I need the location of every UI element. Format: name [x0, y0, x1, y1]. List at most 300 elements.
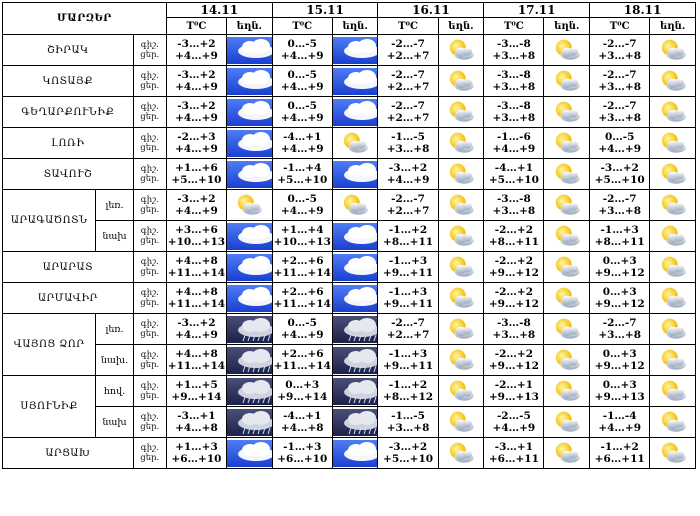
temperature-cell [166, 159, 226, 190]
sun-cloud-icon [650, 284, 695, 312]
temperature-cell [378, 314, 438, 345]
forecast-row [3, 438, 696, 469]
night-temperature: -3…-8 [496, 193, 531, 205]
forecast-row [3, 314, 696, 345]
night-temperature: -3…-8 [496, 100, 531, 112]
night-label: գիշ. [140, 381, 159, 391]
day-temperature: +9…+13 [488, 391, 539, 403]
rain-cloud-icon [333, 316, 378, 343]
night-temperature: -1…+2 [388, 379, 428, 391]
night-temperature: -3…-8 [496, 317, 531, 329]
night-temperature: 0…+3 [602, 286, 637, 298]
sun-cloud-icon [439, 129, 484, 157]
sun-cloud-icon [544, 408, 589, 436]
temperature-cell [484, 345, 544, 376]
night-label: գիշ. [140, 412, 159, 422]
night-temperature: -1…+2 [388, 224, 428, 236]
night-label: գիշ. [140, 71, 159, 81]
temperature-cell [484, 97, 544, 128]
weather-column-header: եղն. [438, 18, 484, 35]
night-label: գիշ. [140, 102, 159, 112]
night-temperature: 0…-5 [287, 38, 317, 50]
day-temperature: +9…+14 [171, 391, 222, 403]
night-temperature: -3…+2 [600, 162, 639, 174]
day-temperature: +3…+8 [598, 81, 642, 93]
sun-cloud-icon [544, 67, 589, 95]
sun-cloud-icon [439, 98, 484, 126]
sun-cloud-icon [650, 36, 695, 64]
night-temperature: -1…-5 [391, 410, 425, 422]
day-temperature: +9…+12 [594, 360, 645, 372]
zone-label: հով. [96, 376, 133, 407]
region-name: ԱՐԱՐԱՏ [3, 252, 134, 283]
day-temperature: +4…+9 [175, 329, 218, 341]
temperature-cell [590, 190, 650, 221]
night-temperature: -3…+1 [177, 410, 216, 422]
weather-cell [438, 221, 484, 252]
night-temperature: -2…+3 [177, 131, 216, 143]
sun-cloud-icon [650, 253, 695, 281]
forecast-row [3, 407, 696, 438]
day-temperature: +11…+14 [167, 360, 226, 372]
day-temperature: +4…+9 [175, 143, 218, 155]
weather-cell [332, 221, 378, 252]
temperature-cell [378, 438, 438, 469]
temperature-cell [272, 407, 332, 438]
cloud-icon [333, 161, 378, 188]
night-temperature: -1…+3 [388, 255, 428, 267]
night-day-label [133, 159, 166, 190]
night-temperature: +1…+4 [280, 224, 324, 236]
weather-cell [438, 97, 484, 128]
sun-cloud-icon [544, 284, 589, 312]
day-temperature: +3…+8 [492, 205, 536, 217]
forecast-row [3, 159, 696, 190]
rain-cloud-icon [333, 378, 378, 405]
day-temperature: +4…+8 [175, 422, 218, 434]
sun-cloud-icon [544, 98, 589, 126]
temperature-cell [590, 345, 650, 376]
weather-cell [227, 283, 273, 314]
sun-cloud-icon [439, 222, 484, 250]
weather-column-header: եղն. [227, 18, 273, 35]
weather-cell [332, 35, 378, 66]
day-temperature: +6…+11 [488, 453, 539, 465]
temperature-cell [484, 376, 544, 407]
sun-cloud-icon [439, 315, 484, 343]
rain-cloud-icon [227, 378, 272, 405]
night-temperature: 0…+3 [285, 379, 320, 391]
day-label: ցեր. [140, 236, 160, 246]
temperature-cell [272, 345, 332, 376]
temperature-cell [378, 221, 438, 252]
cloud-icon [227, 223, 272, 250]
temperature-cell [272, 314, 332, 345]
day-temperature: +4…+9 [492, 143, 536, 155]
weather-cell [438, 159, 484, 190]
sun-cloud-icon [227, 191, 272, 219]
weather-cell [332, 159, 378, 190]
night-day-label [133, 66, 166, 97]
temperature-cell [378, 283, 438, 314]
weather-cell [544, 252, 590, 283]
day-temperature: +4…+9 [598, 143, 642, 155]
temperature-cell [378, 252, 438, 283]
temperature-cell [166, 252, 226, 283]
temperature-cell [590, 407, 650, 438]
day-temperature: +11…+14 [273, 267, 331, 279]
temperature-cell [272, 66, 332, 97]
temperature-cell [272, 438, 332, 469]
sun-cloud-icon [544, 346, 589, 374]
region-name: ԳԵՂԱՐՔՈՒՆԻՔ [3, 97, 134, 128]
weather-cell [227, 438, 273, 469]
night-temperature: -2…-7 [391, 100, 425, 112]
sun-cloud-icon [333, 129, 378, 157]
rain-cloud-icon [333, 409, 378, 436]
night-temperature: -3…+2 [177, 69, 216, 81]
region-name: ԼՈՌԻ [3, 128, 134, 159]
region-name: ՍՅՈՒՆԻՔ [3, 376, 96, 438]
night-label: գիշ. [140, 133, 159, 143]
temperature-column-header: T⁰C [484, 18, 544, 35]
forecast-row [3, 221, 696, 252]
night-temperature: +4…+8 [175, 255, 218, 267]
weather-cell [544, 283, 590, 314]
temperature-cell [484, 221, 544, 252]
night-temperature: -1…-6 [496, 131, 531, 143]
temperature-cell [378, 345, 438, 376]
day-temperature: +2…+7 [386, 112, 430, 124]
weather-cell [227, 376, 273, 407]
night-temperature: -3…+2 [388, 162, 428, 174]
day-temperature: +3…+8 [492, 50, 536, 62]
weather-cell [332, 252, 378, 283]
sun-cloud-icon [650, 222, 695, 250]
forecast-row [3, 190, 696, 221]
sun-cloud-icon [333, 191, 378, 219]
day-label: ցեր. [140, 81, 160, 91]
night-temperature: +1…+5 [175, 379, 218, 391]
night-label: գիշ. [140, 164, 159, 174]
temperature-cell [378, 97, 438, 128]
temperature-cell [590, 66, 650, 97]
sun-cloud-icon [650, 160, 695, 188]
day-temperature: +6…+11 [594, 453, 645, 465]
day-label: ցեր. [140, 205, 160, 215]
night-temperature: -3…-8 [496, 38, 531, 50]
weather-cell [650, 345, 696, 376]
sun-cloud-icon [439, 36, 484, 64]
cloud-icon [333, 440, 378, 467]
sun-cloud-icon [544, 36, 589, 64]
weather-cell [438, 66, 484, 97]
date-header: 15.11 [272, 3, 378, 18]
temperature-cell [590, 438, 650, 469]
day-label: ցեր. [140, 298, 160, 308]
day-temperature: +10…+13 [167, 236, 226, 248]
region-name: ԱՐԱԳԱԾՈՏՆ [3, 190, 96, 252]
day-temperature: +4…+9 [175, 112, 218, 124]
temperature-cell [378, 128, 438, 159]
temperature-cell [272, 283, 332, 314]
temperature-cell [590, 252, 650, 283]
temperature-cell [272, 252, 332, 283]
night-temperature: -2…-7 [602, 317, 637, 329]
sun-cloud-icon [439, 253, 484, 281]
weather-cell [650, 376, 696, 407]
zone-label: լեռ. [96, 314, 133, 345]
forecast-row [3, 97, 696, 128]
night-temperature: +1…+3 [175, 441, 218, 453]
night-temperature: 0…+3 [602, 255, 637, 267]
weather-column-header: եղն. [332, 18, 378, 35]
weather-cell [544, 345, 590, 376]
day-temperature: +4…+9 [386, 174, 430, 186]
day-temperature: +4…+9 [280, 143, 324, 155]
temperature-cell [590, 314, 650, 345]
night-temperature: -2…+2 [494, 224, 534, 236]
temperature-cell [590, 97, 650, 128]
temperature-column-header: T⁰C [378, 18, 438, 35]
night-temperature: -1…+3 [388, 286, 428, 298]
night-temperature: -2…+2 [494, 255, 534, 267]
day-temperature: +3…+8 [598, 205, 642, 217]
day-temperature: +3…+8 [492, 112, 536, 124]
day-temperature: +4…+9 [175, 205, 218, 217]
sun-cloud-icon [544, 129, 589, 157]
night-label: գիշ. [140, 257, 159, 267]
forecast-row [3, 283, 696, 314]
weather-cell [227, 314, 273, 345]
weather-cell [650, 66, 696, 97]
night-temperature: -1…+3 [283, 441, 322, 453]
day-temperature: +2…+7 [386, 205, 430, 217]
sun-cloud-icon [650, 98, 695, 126]
night-temperature: 0…+3 [602, 348, 637, 360]
sun-cloud-icon [439, 67, 484, 95]
night-temperature: -3…+2 [177, 193, 216, 205]
cloud-icon [333, 285, 378, 312]
region-name: ՏԱՎՈՒՇ [3, 159, 134, 190]
weather-cell [650, 128, 696, 159]
night-temperature: -1…-4 [602, 410, 637, 422]
night-temperature: -2…-5 [496, 410, 531, 422]
sun-cloud-icon [650, 346, 695, 374]
temperature-cell [272, 97, 332, 128]
night-temperature: -2…+1 [494, 379, 534, 391]
night-temperature: -2…-7 [391, 193, 425, 205]
date-header: 16.11 [378, 3, 484, 18]
sun-cloud-icon [650, 191, 695, 219]
night-day-label [133, 252, 166, 283]
day-temperature: +2…+7 [386, 329, 430, 341]
day-temperature: +9…+12 [488, 360, 539, 372]
zone-label: լեռ. [96, 190, 133, 221]
day-temperature: +5…+10 [594, 174, 645, 186]
day-temperature: +4…+9 [280, 112, 324, 124]
cloud-icon [227, 161, 272, 188]
zone-label: նախ [96, 407, 133, 438]
night-day-label [133, 221, 166, 252]
weather-column-header: եղն. [544, 18, 590, 35]
forecast-row [3, 376, 696, 407]
cloud-icon [333, 254, 378, 281]
cloud-icon [333, 37, 378, 64]
weather-cell [332, 314, 378, 345]
weather-cell [438, 438, 484, 469]
day-temperature: +4…+9 [598, 422, 642, 434]
night-day-label [133, 438, 166, 469]
region-name: ԱՐՑԱԽ [3, 438, 134, 469]
region-name: ՎԱՅՈՑ ՁՈՐ [3, 314, 96, 376]
weather-cell [332, 97, 378, 128]
weather-cell [227, 159, 273, 190]
day-label: ցեր. [140, 112, 160, 122]
night-day-label [133, 314, 166, 345]
sun-cloud-icon [650, 439, 695, 467]
sun-cloud-icon [650, 129, 695, 157]
night-temperature: -2…-7 [391, 317, 425, 329]
sun-cloud-icon [544, 253, 589, 281]
day-temperature: +8…+11 [383, 236, 434, 248]
temperature-cell [166, 97, 226, 128]
weather-cell [332, 376, 378, 407]
cloud-icon [227, 440, 272, 467]
night-day-label [133, 376, 166, 407]
night-temperature: +2…+6 [280, 286, 324, 298]
temperature-cell [590, 128, 650, 159]
weather-cell [650, 407, 696, 438]
temperature-cell [166, 66, 226, 97]
cloud-icon [227, 254, 272, 281]
night-temperature: -2…-7 [602, 38, 637, 50]
night-temperature: 0…-5 [287, 317, 317, 329]
night-temperature: 0…-5 [287, 193, 317, 205]
day-temperature: +4…+9 [280, 81, 324, 93]
night-temperature: +3…+6 [175, 224, 218, 236]
night-label: գիշ. [140, 350, 159, 360]
night-temperature: -1…+3 [388, 348, 428, 360]
day-temperature: +4…+9 [280, 329, 324, 341]
sun-cloud-icon [439, 160, 484, 188]
weather-cell [332, 128, 378, 159]
night-temperature: +2…+6 [280, 348, 324, 360]
day-temperature: +9…+12 [594, 298, 645, 310]
weather-cell [650, 438, 696, 469]
day-temperature: +11…+14 [167, 298, 226, 310]
region-name: ԱՐՄԱՎԻՐ [3, 283, 134, 314]
night-temperature: -2…-7 [602, 69, 637, 81]
sun-cloud-icon [439, 439, 484, 467]
day-temperature: +5…+10 [488, 174, 539, 186]
day-temperature: +4…+9 [175, 81, 218, 93]
day-temperature: +9…+11 [383, 298, 434, 310]
temperature-cell [484, 35, 544, 66]
sun-cloud-icon [439, 284, 484, 312]
night-temperature: +4…+8 [175, 348, 218, 360]
day-temperature: +3…+8 [492, 81, 536, 93]
temperature-cell [166, 35, 226, 66]
weather-cell [332, 345, 378, 376]
weather-cell [227, 66, 273, 97]
night-temperature: -4…+1 [283, 410, 322, 422]
day-label: ցեր. [140, 143, 160, 153]
sun-cloud-icon [544, 222, 589, 250]
weather-cell [544, 314, 590, 345]
weather-cell [227, 97, 273, 128]
night-day-label [133, 345, 166, 376]
weather-cell [332, 190, 378, 221]
day-temperature: +8…+11 [488, 236, 539, 248]
day-temperature: +6…+10 [171, 453, 222, 465]
night-day-label [133, 190, 166, 221]
weather-cell [438, 314, 484, 345]
day-label: ցեր. [140, 267, 160, 277]
temperature-cell [378, 190, 438, 221]
day-temperature: +4…+9 [280, 50, 324, 62]
day-temperature: +11…+14 [273, 360, 331, 372]
night-temperature: +1…+6 [175, 162, 218, 174]
sun-cloud-icon [439, 408, 484, 436]
temperature-column-header: T⁰C [166, 18, 226, 35]
weather-cell [544, 190, 590, 221]
temperature-cell [166, 128, 226, 159]
sun-cloud-icon [544, 191, 589, 219]
rain-cloud-icon [227, 316, 272, 343]
cloud-icon [227, 285, 272, 312]
weather-cell [332, 66, 378, 97]
day-label: ցեր. [140, 391, 160, 401]
temperature-column-header: T⁰C [590, 18, 650, 35]
temperature-cell [590, 35, 650, 66]
weather-cell [227, 407, 273, 438]
weather-cell [650, 314, 696, 345]
day-temperature: +9…+11 [383, 267, 434, 279]
day-temperature: +9…+13 [594, 391, 645, 403]
day-temperature: +5…+10 [171, 174, 222, 186]
weather-cell [332, 407, 378, 438]
day-temperature: +8…+11 [594, 236, 645, 248]
region-column-header: ՄԱՐԶԵՐ [3, 3, 167, 35]
day-label: ցեր. [140, 174, 160, 184]
day-temperature: +9…+12 [594, 267, 645, 279]
day-label: ցեր. [140, 50, 160, 60]
weather-cell [650, 159, 696, 190]
date-header: 17.11 [484, 3, 590, 18]
weather-cell [544, 97, 590, 128]
weather-cell [544, 66, 590, 97]
temperature-cell [590, 159, 650, 190]
forecast-table [2, 2, 696, 469]
temperature-cell [484, 252, 544, 283]
night-label: գիշ. [140, 226, 159, 236]
rain-cloud-icon [227, 347, 272, 374]
weather-cell [227, 190, 273, 221]
night-temperature: -3…+2 [177, 38, 216, 50]
night-temperature: -3…+2 [388, 441, 428, 453]
temperature-cell [484, 159, 544, 190]
night-temperature: -1…+3 [600, 224, 639, 236]
rain-cloud-icon [333, 347, 378, 374]
day-label: ցեր. [140, 360, 160, 370]
weather-cell [438, 35, 484, 66]
weather-cell [544, 438, 590, 469]
night-temperature: -2…+2 [494, 348, 534, 360]
sun-cloud-icon [650, 315, 695, 343]
day-temperature: +9…+12 [488, 267, 539, 279]
temperature-cell [272, 221, 332, 252]
